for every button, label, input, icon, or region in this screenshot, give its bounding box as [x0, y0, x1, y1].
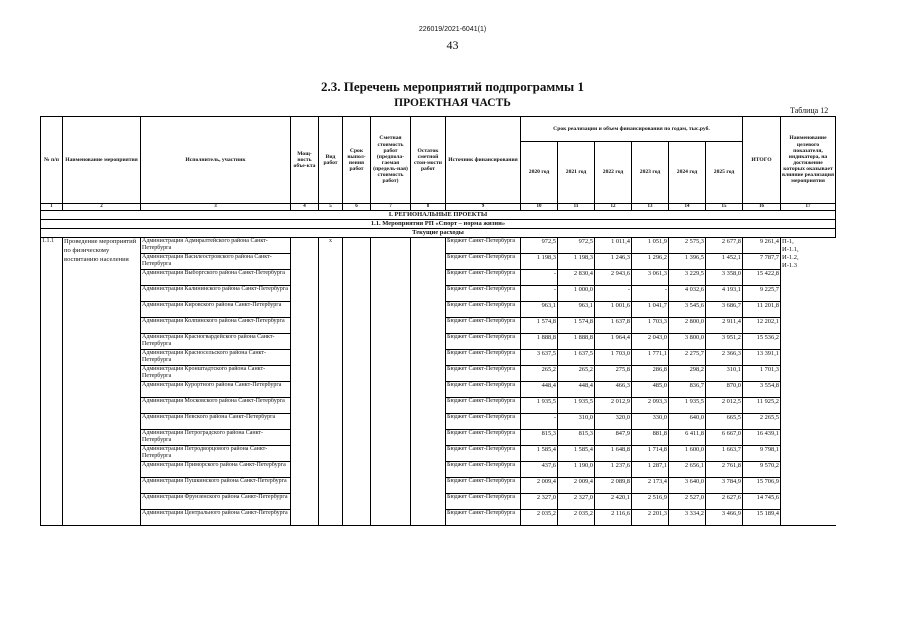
- year-value-2020: -: [521, 414, 558, 430]
- year-value-2023: 1 287,1: [632, 462, 669, 478]
- column-number: 5: [319, 204, 343, 211]
- column-number: 17: [781, 204, 836, 211]
- activities-table-body: [41, 238, 836, 526]
- funding-source: Бюджет Санкт-Петербурга: [446, 302, 521, 318]
- year-value-2020: 2 327,0: [521, 494, 558, 510]
- total-value: 2 265,5: [743, 414, 781, 430]
- year-value-2023: 286,8: [632, 366, 669, 382]
- executor-name: Администрация Кировского района Санкт-Петербурга: [141, 302, 291, 318]
- year-value-2021: 1 190,0: [558, 462, 595, 478]
- column-number: 4: [291, 204, 319, 211]
- year-value-2025: 2 012,5: [706, 398, 743, 414]
- funding-source: Бюджет Санкт-Петербурга: [446, 238, 521, 254]
- year-value-2022: 1 637,8: [595, 318, 632, 334]
- year-value-2025: 310,1: [706, 366, 743, 382]
- executor-name: Администрация Петроградского района Санкт-Петербурга: [141, 430, 291, 446]
- year-value-2025: 6 667,0: [706, 430, 743, 446]
- estimated-cost-cell: [371, 238, 411, 526]
- year-value-2021: 972,5: [558, 238, 595, 254]
- header-year-2021: 2021 год: [558, 142, 595, 204]
- funding-source: Бюджет Санкт-Петербурга: [446, 270, 521, 286]
- executor-name: Администрация Красногвардейского района Санкт-Петербурга: [141, 334, 291, 350]
- funding-source: Бюджет Санкт-Петербурга: [446, 254, 521, 270]
- page-title: 2.3. Перечень мероприятий подпрограммы 1: [321, 79, 584, 94]
- year-value-2022: 2 012,9: [595, 398, 632, 414]
- year-value-2023: 1 703,3: [632, 318, 669, 334]
- column-number: 6: [343, 204, 371, 211]
- column-number: 1: [41, 204, 63, 211]
- expense-type-heading: Текущие расходы: [41, 229, 836, 238]
- executor-name: Администрация Курортного района Санкт-Петербурга: [141, 382, 291, 398]
- total-value: 9 570,2: [743, 462, 781, 478]
- column-number: 12: [595, 204, 632, 211]
- year-value-2020: -: [521, 286, 558, 302]
- year-value-2020: 963,1: [521, 302, 558, 318]
- activity-name: Проведение мероприятий по физическому воспитанию населения: [63, 238, 141, 526]
- year-value-2023: 2 516,9: [632, 494, 669, 510]
- column-number: 7: [371, 204, 411, 211]
- year-value-2025: 1 663,7: [706, 446, 743, 462]
- header-financing-group: Срок реализации и объем финансирования по годам, тыс.руб.: [521, 117, 743, 142]
- year-value-2022: 1 648,8: [595, 446, 632, 462]
- year-value-2020: 815,3: [521, 430, 558, 446]
- year-value-2024: 4 032,6: [669, 286, 706, 302]
- year-value-2024: 1 935,5: [669, 398, 706, 414]
- year-value-2020: 265,2: [521, 366, 558, 382]
- year-value-2024: 298,2: [669, 366, 706, 382]
- year-value-2021: 1 585,4: [558, 446, 595, 462]
- year-value-2023: 2 173,4: [632, 478, 669, 494]
- page-number: 43: [446, 38, 459, 52]
- funding-source: Бюджет Санкт-Петербурга: [446, 350, 521, 366]
- year-value-2023: 330,0: [632, 414, 669, 430]
- year-value-2025: 2 677,8: [706, 238, 743, 254]
- funding-source: Бюджет Санкт-Петербурга: [446, 318, 521, 334]
- column-number: 14: [669, 204, 706, 211]
- year-value-2024: 3 640,0: [669, 478, 706, 494]
- header-total: ИТОГО: [743, 117, 781, 204]
- executor-name: Администрация Пушкинского района Санкт-Петербурга: [141, 478, 291, 494]
- executor-name: Администрация Приморского района Санкт-Петербурга: [141, 462, 291, 478]
- year-value-2021: 1 000,0: [558, 286, 595, 302]
- column-numbers-row: [41, 204, 836, 211]
- header-year-2023: 2023 год: [632, 142, 669, 204]
- year-value-2022: 2 089,8: [595, 478, 632, 494]
- funding-source: Бюджет Санкт-Петербурга: [446, 414, 521, 430]
- year-value-2022: 1 703,0: [595, 350, 632, 366]
- year-value-2024: 2 275,7: [669, 350, 706, 366]
- column-number: 2: [63, 204, 141, 211]
- executor-name: Администрация Центрального района Санкт-Петербурга: [141, 510, 291, 526]
- funding-source: Бюджет Санкт-Петербурга: [446, 382, 521, 398]
- executor-name: Администрация Колпинского района Санкт-Петербурга: [141, 318, 291, 334]
- executor-name: Администрация Фрунзенского района Санкт-Петербурга: [141, 494, 291, 510]
- period-cell: [343, 238, 371, 526]
- year-value-2025: 4 193,1: [706, 286, 743, 302]
- funding-source: Бюджет Санкт-Петербурга: [446, 494, 521, 510]
- capacity-cell: [291, 238, 319, 526]
- header-year-2025: 2025 год: [706, 142, 743, 204]
- total-value: 15 706,9: [743, 478, 781, 494]
- year-value-2024: 3 229,5: [669, 270, 706, 286]
- year-value-2025: 3 686,7: [706, 302, 743, 318]
- section-heading: I. РЕГИОНАЛЬНЫЕ ПРОЕКТЫ: [41, 211, 836, 220]
- column-number: 16: [743, 204, 781, 211]
- year-value-2021: 815,3: [558, 430, 595, 446]
- year-value-2025: 2 366,3: [706, 350, 743, 366]
- header-remaining-cost: Остаток сметной стои-мости работ: [411, 117, 446, 204]
- year-value-2020: 972,5: [521, 238, 558, 254]
- total-value: 14 745,6: [743, 494, 781, 510]
- year-value-2024: 3 800,0: [669, 334, 706, 350]
- header-source: Источник финансирования: [446, 117, 521, 204]
- year-value-2024: 836,7: [669, 382, 706, 398]
- column-number: 11: [558, 204, 595, 211]
- year-value-2023: 485,0: [632, 382, 669, 398]
- activity-number: 1.1.1: [41, 238, 63, 526]
- subsection-heading: 1.1. Мероприятия РП «Спорт – норма жизни»: [41, 220, 836, 229]
- header-indicator: Наименование целевого показателя, индикатора, на достижение которых оказывает влияние реализация мероприятия: [781, 117, 836, 204]
- year-value-2024: 2 575,3: [669, 238, 706, 254]
- year-value-2024: 2 656,1: [669, 462, 706, 478]
- year-value-2022: 2 116,6: [595, 510, 632, 526]
- year-value-2022: 1 001,6: [595, 302, 632, 318]
- year-value-2023: -: [632, 286, 669, 302]
- year-value-2024: 2 800,0: [669, 318, 706, 334]
- year-value-2025: 2 761,8: [706, 462, 743, 478]
- year-value-2022: -: [595, 286, 632, 302]
- year-value-2020: 1 198,3: [521, 254, 558, 270]
- total-value: 1 701,3: [743, 366, 781, 382]
- year-value-2021: 1 935,5: [558, 398, 595, 414]
- total-value: 16 439,1: [743, 430, 781, 446]
- year-value-2021: 448,4: [558, 382, 595, 398]
- header-year-2024: 2024 год: [669, 142, 706, 204]
- year-value-2024: 2 527,0: [669, 494, 706, 510]
- year-value-2023: 1 296,2: [632, 254, 669, 270]
- year-value-2024: 3 545,6: [669, 302, 706, 318]
- year-value-2020: -: [521, 270, 558, 286]
- header-name: Наименование мероприятия: [63, 117, 141, 204]
- header-num: № п/п: [41, 117, 63, 204]
- work-type-cell: х: [319, 238, 343, 526]
- total-value: 9 798,1: [743, 446, 781, 462]
- header-work-type: Вид работ: [319, 117, 343, 204]
- year-value-2021: 2 035,2: [558, 510, 595, 526]
- year-value-2023: 1 771,1: [632, 350, 669, 366]
- total-value: 9 261,4: [743, 238, 781, 254]
- funding-source: Бюджет Санкт-Петербурга: [446, 510, 521, 526]
- year-value-2021: 2 830,4: [558, 270, 595, 286]
- total-value: 7 787,7: [743, 254, 781, 270]
- year-value-2024: 3 334,2: [669, 510, 706, 526]
- year-value-2020: 1 574,8: [521, 318, 558, 334]
- year-value-2023: 2 043,0: [632, 334, 669, 350]
- year-value-2021: 310,0: [558, 414, 595, 430]
- year-value-2021: 963,1: [558, 302, 595, 318]
- year-value-2024: 6 411,8: [669, 430, 706, 446]
- funding-source: Бюджет Санкт-Петербурга: [446, 430, 521, 446]
- year-value-2021: 1 198,3: [558, 254, 595, 270]
- total-value: 3 554,8: [743, 382, 781, 398]
- column-number: 10: [521, 204, 558, 211]
- total-value: 15 536,2: [743, 334, 781, 350]
- year-value-2020: 3 637,5: [521, 350, 558, 366]
- column-number: 9: [446, 204, 521, 211]
- year-value-2021: 1 574,8: [558, 318, 595, 334]
- activities-table: [40, 116, 836, 526]
- total-value: 12 202,1: [743, 318, 781, 334]
- year-value-2022: 2 943,6: [595, 270, 632, 286]
- funding-source: Бюджет Санкт-Петербурга: [446, 478, 521, 494]
- executor-name: Администрация Адмиралтейского района Санкт-Петербурга: [141, 238, 291, 254]
- year-value-2023: 881,8: [632, 430, 669, 446]
- year-value-2020: 437,6: [521, 462, 558, 478]
- total-value: 13 391,1: [743, 350, 781, 366]
- column-number: 3: [141, 204, 291, 211]
- year-value-2025: 3 358,0: [706, 270, 743, 286]
- executor-name: Администрация Московского района Санкт-Петербурга: [141, 398, 291, 414]
- table-caption: Таблица 12: [790, 106, 829, 115]
- funding-source: Бюджет Санкт-Петербурга: [446, 286, 521, 302]
- year-value-2025: 870,0: [706, 382, 743, 398]
- total-value: 11 925,2: [743, 398, 781, 414]
- year-value-2022: 1 964,4: [595, 334, 632, 350]
- year-value-2021: 2 009,4: [558, 478, 595, 494]
- year-value-2023: 3 061,3: [632, 270, 669, 286]
- executor-name: Администрация Кронштадтского района Санкт-Петербурга: [141, 366, 291, 382]
- funding-source: Бюджет Санкт-Петербурга: [446, 366, 521, 382]
- header-executor: Исполнитель, участник: [141, 117, 291, 204]
- year-value-2024: 1 600,0: [669, 446, 706, 462]
- year-value-2022: 1 011,4: [595, 238, 632, 254]
- year-value-2021: 265,2: [558, 366, 595, 382]
- year-value-2022: 320,0: [595, 414, 632, 430]
- year-value-2021: 1 888,8: [558, 334, 595, 350]
- year-value-2020: 1 935,5: [521, 398, 558, 414]
- year-value-2022: 275,8: [595, 366, 632, 382]
- column-number: 15: [706, 204, 743, 211]
- header-capacity: Мощ-ность объе-кта: [291, 117, 319, 204]
- year-value-2020: 1 585,4: [521, 446, 558, 462]
- funding-source: Бюджет Санкт-Петербурга: [446, 398, 521, 414]
- header-period: Срок выпол-нения работ: [343, 117, 371, 204]
- year-value-2020: 2 035,2: [521, 510, 558, 526]
- year-value-2025: 3 466,9: [706, 510, 743, 526]
- year-value-2022: 466,3: [595, 382, 632, 398]
- year-value-2023: 1 714,8: [632, 446, 669, 462]
- executor-name: Администрация Петродворцового района Санкт-Петербурга: [141, 446, 291, 462]
- executor-name: Администрация Калининского района Санкт-Петербурга: [141, 286, 291, 302]
- year-value-2025: 665,5: [706, 414, 743, 430]
- year-value-2023: 1 041,7: [632, 302, 669, 318]
- year-value-2024: 640,0: [669, 414, 706, 430]
- header-year-2020: 2020 год: [521, 142, 558, 204]
- executor-name: Администрация Василеостровского района Санкт-Петербурга: [141, 254, 291, 270]
- year-value-2022: 2 420,1: [595, 494, 632, 510]
- year-value-2020: 1 888,8: [521, 334, 558, 350]
- year-value-2020: 2 009,4: [521, 478, 558, 494]
- document-number: 226019/2021-6041(1): [418, 26, 487, 33]
- column-number: 13: [632, 204, 669, 211]
- remaining-cost-cell: [411, 238, 446, 526]
- year-value-2022: 1 237,6: [595, 462, 632, 478]
- year-value-2021: 2 327,0: [558, 494, 595, 510]
- executor-name: Администрация Невского района Санкт-Петербурга: [141, 414, 291, 430]
- header-year-2022: 2022 год: [595, 142, 632, 204]
- year-value-2025: 2 627,6: [706, 494, 743, 510]
- table-row: [41, 238, 836, 254]
- year-value-2020: 448,4: [521, 382, 558, 398]
- total-value: 15 422,8: [743, 270, 781, 286]
- year-value-2025: 3 784,9: [706, 478, 743, 494]
- funding-source: Бюджет Санкт-Петербурга: [446, 446, 521, 462]
- year-value-2022: 1 246,3: [595, 254, 632, 270]
- executor-name: Администрация Красносельского района Санкт-Петербурга: [141, 350, 291, 366]
- year-value-2023: 2 093,3: [632, 398, 669, 414]
- funding-source: Бюджет Санкт-Петербурга: [446, 334, 521, 350]
- year-value-2023: 2 201,3: [632, 510, 669, 526]
- year-value-2023: 1 051,9: [632, 238, 669, 254]
- funding-source: Бюджет Санкт-Петербурга: [446, 462, 521, 478]
- year-value-2024: 1 396,5: [669, 254, 706, 270]
- executor-name: Администрация Выборгского района Санкт-Петербурга: [141, 270, 291, 286]
- year-value-2025: 2 911,4: [706, 318, 743, 334]
- page-subtitle: ПРОЕКТНАЯ ЧАСТЬ: [394, 97, 511, 109]
- year-value-2025: 3 951,2: [706, 334, 743, 350]
- year-value-2022: 847,9: [595, 430, 632, 446]
- year-value-2025: 1 452,1: [706, 254, 743, 270]
- indicator-codes: П-1, И-1.1, И-1.2, И-1.3: [781, 238, 836, 526]
- column-number: 8: [411, 204, 446, 211]
- total-value: 9 225,7: [743, 286, 781, 302]
- year-value-2021: 1 637,5: [558, 350, 595, 366]
- header-estimated-cost: Сметная стоимость работ (предпола-гаемая (предель-ная) стоимость работ): [371, 117, 411, 204]
- total-value: 15 189,4: [743, 510, 781, 526]
- total-value: 11 201,8: [743, 302, 781, 318]
